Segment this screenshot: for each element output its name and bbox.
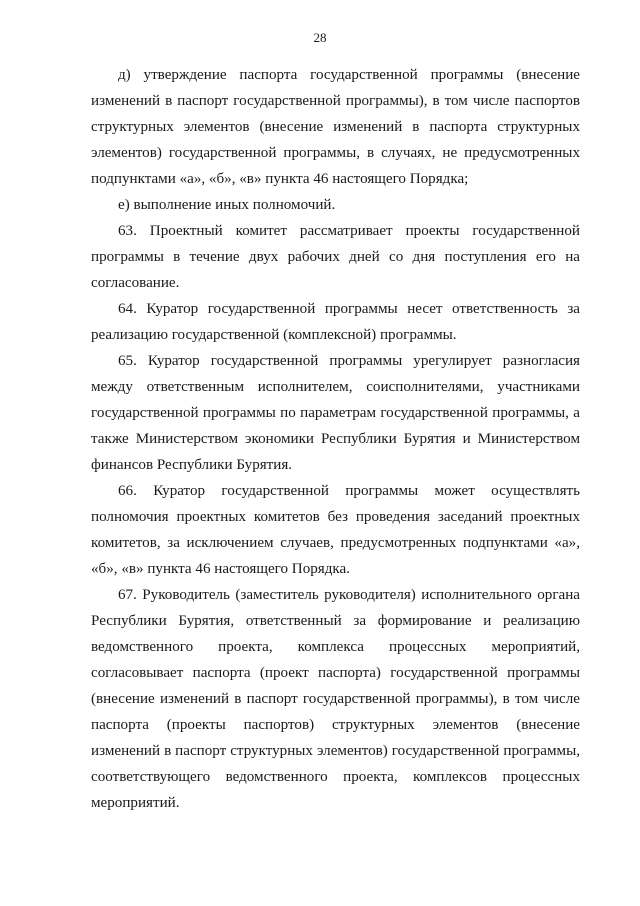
paragraph-66: 66. Куратор государственной программы может осуществлять полномочия проектных комитетов без проведения заседаний проектных комитетов, за исключением случаев, предусмотренных подпунктами «а», «б», «в» пункта 46 настоящего Порядка. [91, 483, 580, 577]
paragraph-67: 67. Руководитель (заместитель руководителя) исполнительного органа Республики Бурятия, ответственный за формирование и реализацию ведомственного проекта, комплекса процессных мероприятий, согласовывает паспорта (проект паспорта) государственной программы (внесение изменений в паспорт государственной программы), в том числе паспорта (проекты паспортов) структурных элементов (внесение изменений в паспорт структурных элементов) государственной программы, соответствующего ведомственного проекта, комплексов процессных мероприятий. [91, 587, 580, 811]
paragraph-item-d: д) утверждение паспорта государственной программы (внесение изменений в паспорт государственной программы), в том числе паспортов структурных элементов (внесение изменений в паспорта структурных элементов) государственной программы, в случаях, не предусмотренных подпунктами «а», «б», «в» пункта 46 настоящего Порядка; [91, 67, 580, 187]
document-body [91, 62, 580, 816]
paragraph-65: 65. Куратор государственной программы урегулирует разногласия между ответственным исполнителем, соисполнителями, участниками государственной программы по параметрам государственной программы, а также Министерством экономики Республики Бурятия и Министерством финансов Республики Бурятия. [91, 353, 580, 473]
page-number: 28 [313, 30, 327, 45]
paragraph-63: 63. Проектный комитет рассматривает проекты государственной программы в течение двух рабочих дней со дня поступления его на согласование. [91, 223, 580, 291]
paragraph-item-e: е) выполнение иных полномочий. [118, 197, 336, 213]
paragraph-64: 64. Куратор государственной программы несет ответственность за реализацию государственной (комплексной) программы. [91, 301, 580, 343]
